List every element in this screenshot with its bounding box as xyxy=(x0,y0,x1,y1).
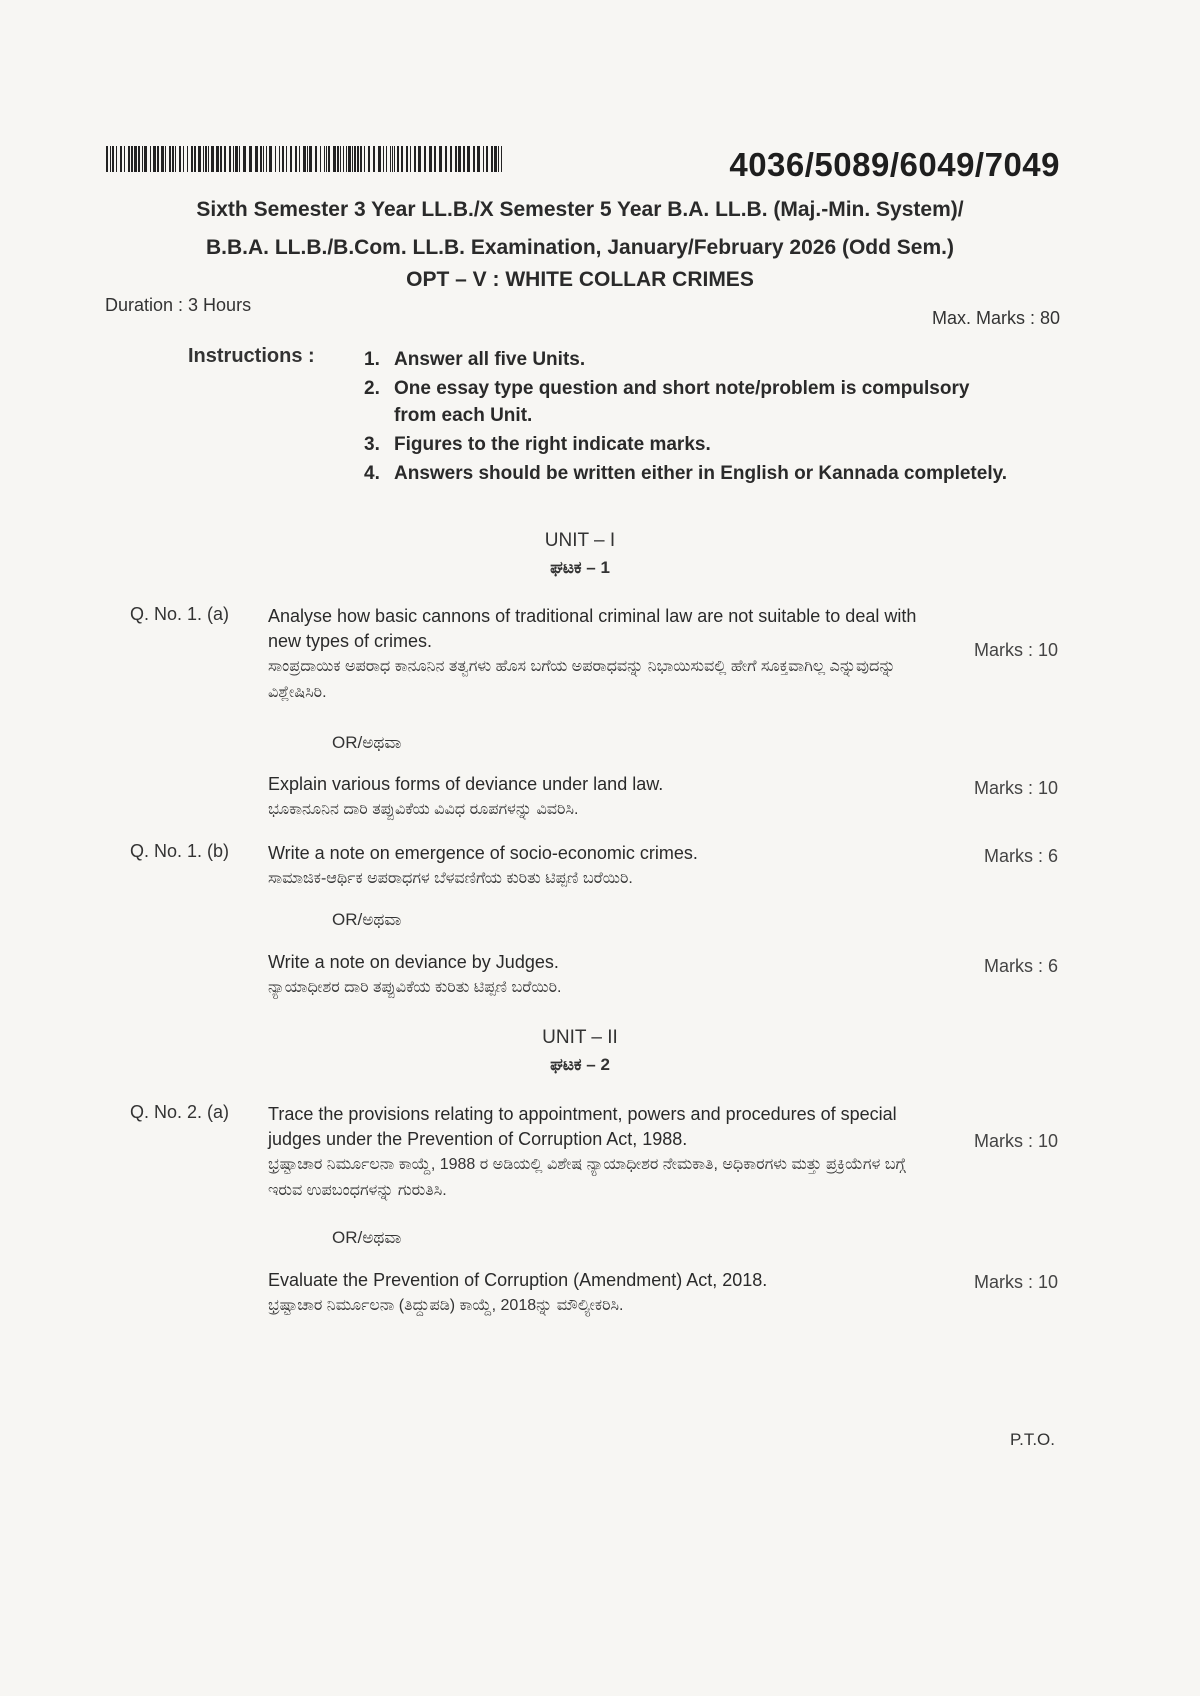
barcode-bar xyxy=(249,146,252,172)
question-1b-english: Write a note on emergence of socio-economic crimes. xyxy=(268,843,698,863)
barcode-bar xyxy=(486,146,488,172)
barcode-bar xyxy=(303,146,306,172)
barcode-bar xyxy=(142,146,143,172)
marks-1a-alt: Marks : 10 xyxy=(973,778,1058,798)
barcode-bar xyxy=(326,146,327,172)
barcode-bar xyxy=(179,146,181,172)
barcode-bar xyxy=(483,146,484,172)
barcode-bar xyxy=(328,146,330,172)
barcode-bar xyxy=(239,146,240,172)
barcode-bar xyxy=(320,146,321,172)
barcode-bar xyxy=(348,146,351,172)
page-turn-over: P.T.O. xyxy=(1009,1430,1055,1449)
barcode-bar xyxy=(220,146,222,172)
unit-2-title: UNIT – II xyxy=(542,1027,618,1048)
barcode-bar xyxy=(194,146,196,172)
barcode-bar xyxy=(243,146,246,172)
barcode-bar xyxy=(128,146,130,172)
barcode-bar xyxy=(187,146,188,172)
unit-1-title-kannada: ಘಟಕ – 1 xyxy=(550,558,610,577)
question-2a-alt xyxy=(268,1268,928,1319)
question-1b xyxy=(268,841,928,892)
marks-2a-alt: Marks : 10 xyxy=(973,1272,1058,1292)
barcode-bar xyxy=(229,146,231,172)
barcode-bar xyxy=(153,146,156,172)
question-2a xyxy=(268,1102,928,1204)
barcode-bar xyxy=(406,146,408,172)
barcode-bar xyxy=(263,146,264,172)
barcode-bar xyxy=(458,146,461,172)
barcode-bar xyxy=(383,146,384,172)
barcode-bar xyxy=(467,146,470,172)
barcode-bar xyxy=(429,146,432,172)
barcode-bar xyxy=(282,146,284,172)
question-1a xyxy=(268,604,928,706)
barcode-bar xyxy=(161,146,164,172)
barcode-bar xyxy=(110,146,111,172)
barcode-bar xyxy=(279,146,280,172)
barcode-bar xyxy=(299,146,300,172)
question-label-1b: Q. No. 1. (b) xyxy=(130,841,230,861)
barcode-bar xyxy=(275,146,276,172)
question-2a-alt-english: Evaluate the Prevention of Corruption (Amendment) Act, 2018. xyxy=(268,1270,768,1290)
barcode-bar xyxy=(501,146,502,172)
subject-title: OPT – V : WHITE COLLAR CRIMES xyxy=(406,268,754,291)
barcode-bar xyxy=(198,146,201,172)
barcode-bar xyxy=(434,146,436,172)
barcode-bar xyxy=(138,146,140,172)
marks-2a: Marks : 10 xyxy=(973,1131,1058,1151)
instruction-item: 4. Answers should be written either in English or Kannada completely. xyxy=(364,463,1008,484)
barcode-bar xyxy=(112,146,114,172)
marks-1b: Marks : 6 xyxy=(983,846,1058,866)
barcode-bar xyxy=(266,146,267,172)
question-1b-alt xyxy=(268,950,928,1001)
barcode-bar xyxy=(183,146,184,172)
barcode-bar xyxy=(337,146,339,172)
instruction-item: 2. One essay type question and short note/problem is compulsory from each Unit. xyxy=(364,378,970,426)
barcode-bar xyxy=(208,146,209,172)
barcode-bar xyxy=(269,146,272,172)
barcode-bar xyxy=(120,146,122,172)
barcode-bar xyxy=(373,146,375,172)
barcode-bar xyxy=(343,146,344,172)
barcode-bar xyxy=(498,146,499,172)
question-2a-alt-kannada: ಭ್ರಷ್ಟಾಚಾರ ನಿರ್ಮೂಲನಾ (ತಿದ್ದುಪಡಿ) ಕಾಯ್ದೆ, 2018ನ್ನು ಮೌಲ್ಯೀಕರಿಸಿ. xyxy=(268,1297,624,1314)
barcode-bar xyxy=(205,146,207,172)
barcode-bar xyxy=(165,146,166,172)
barcode-bar xyxy=(455,146,457,172)
or-separator: OR/ಅಥವಾ xyxy=(332,910,402,929)
barcode-bar xyxy=(255,146,258,172)
barcode-bar xyxy=(352,146,353,172)
barcode-bar xyxy=(315,146,317,172)
question-2a-kannada: ಭ್ರಷ್ಟಾಚಾರ ನಿರ್ಮೂಲನಾ ಕಾಯ್ದೆ, 1988 ರ ಅಡಿಯಲ್ಲಿ ವಿಶೇಷ ನ್ಯಾಯಾಧೀಶರ ನೇಮಕಾತಿ, ಅಧಿಕಾರಗಳು ಮತ್ತು ಪ್ರಕ್ರಿಯೆಗಳ ಬಗ್ಗೆ ಇರುವ ಉಪಬಂಧಗಳನ್ನು ಗುರುತಿಸಿ. xyxy=(268,1156,906,1199)
barcode-bar xyxy=(134,146,137,172)
unit-2-title-kannada: ಘಟಕ – 2 xyxy=(550,1055,610,1074)
barcode-bar xyxy=(235,146,238,172)
barcode-bar xyxy=(124,146,125,172)
barcode-bar xyxy=(360,146,362,172)
barcode-bar xyxy=(439,146,442,172)
barcode-bar xyxy=(116,146,117,172)
exam-title-line1: Sixth Semester 3 Year LL.B./X Semester 5 Year B.A. LL.B. (Maj.-Min. System)/ xyxy=(196,198,964,221)
barcode-bar xyxy=(169,146,171,172)
question-1a-english: Analyse how basic cannons of traditional criminal law are not suitable to deal with new types of crimes. xyxy=(268,606,917,651)
barcode-bar xyxy=(295,146,297,172)
question-1a-kannada: ಸಾಂಪ್ರದಾಯಿಕ ಅಪರಾಧ ಕಾನೂನಿನ ತತ್ವಗಳು ಹೊಸ ಬಗೆಯ ಅಪರಾಧವನ್ನು ನಿಭಾಯಿಸುವಲ್ಲಿ ಹೇಗೆ ಸೂಕ್ತವಾಗಿಲ್ಲ ಎನ್ನುವುದನ್ನು ವಿಶ್ಲೇಷಿಸಿರಿ. xyxy=(268,658,896,701)
barcode-bar xyxy=(394,146,395,172)
barcode-bar xyxy=(216,146,219,172)
paper-code: 4036/5089/6049/7049 xyxy=(729,146,1060,183)
instruction-item: 3. Figures to the right indicate marks. xyxy=(364,434,711,455)
question-1b-kannada: ಸಾಮಾಜಿಕ-ಆರ್ಥಿಕ ಅಪರಾಧಗಳ ಬೆಳವಣಿಗೆಯ ಕುರಿತು ಟಿಪ್ಪಣಿ ಬರೆಯಿರಿ. xyxy=(268,870,633,887)
barcode-bar xyxy=(390,146,391,172)
instructions-label: Instructions : xyxy=(188,345,315,367)
marks-1b-alt: Marks : 6 xyxy=(983,956,1058,976)
instruction-item: 1. Answer all five Units. xyxy=(364,349,586,370)
barcode-bar xyxy=(191,146,193,172)
barcode-bar xyxy=(491,146,493,172)
question-1b-alt-english: Write a note on deviance by Judges. xyxy=(268,952,559,972)
barcode-bar xyxy=(175,146,176,172)
instructions-list xyxy=(364,346,1014,489)
barcode-bar xyxy=(378,146,381,172)
question-2a-english: Trace the provisions relating to appointment, powers and procedures of special judges under the Prevention of Corruption Act, 1988. xyxy=(268,1104,897,1149)
barcode-bar xyxy=(473,146,475,172)
barcode-bar xyxy=(233,146,234,172)
barcode-bar xyxy=(131,146,133,172)
barcode-bar xyxy=(346,146,347,172)
barcode-bar xyxy=(392,146,393,172)
barcode-bar xyxy=(463,146,465,172)
barcode xyxy=(106,146,502,172)
barcode-bar xyxy=(290,146,292,172)
barcode-bar xyxy=(364,146,365,172)
barcode-bar xyxy=(401,146,403,172)
barcode-bar xyxy=(386,146,387,172)
barcode-bar xyxy=(224,146,226,172)
barcode-bar xyxy=(477,146,480,172)
barcode-bar xyxy=(424,146,426,172)
barcode-bar xyxy=(494,146,497,172)
barcode-bar xyxy=(307,146,308,172)
barcode-bar xyxy=(418,146,421,172)
unit-1-title: UNIT – I xyxy=(544,530,616,551)
barcode-bar xyxy=(354,146,356,172)
or-separator: OR/ಅಥವಾ xyxy=(332,733,402,752)
question-label-1a: Q. No. 1. (a) xyxy=(130,604,230,624)
question-1a-alt-english: Explain various forms of deviance under land law. xyxy=(268,774,664,794)
barcode-bar xyxy=(172,146,174,172)
barcode-bar xyxy=(397,146,399,172)
barcode-bar xyxy=(106,146,108,172)
duration: Duration : 3 Hours xyxy=(105,295,252,315)
barcode-bar xyxy=(286,146,287,172)
barcode-bar xyxy=(203,146,204,172)
barcode-bar xyxy=(357,146,359,172)
barcode-bar xyxy=(340,146,341,172)
or-separator: OR/ಅಥವಾ xyxy=(332,1228,402,1247)
question-1a-alt xyxy=(268,772,928,823)
barcode-bar xyxy=(260,146,262,172)
max-marks: Max. Marks : 80 xyxy=(931,308,1060,328)
question-1b-alt-kannada: ನ್ಯಾಯಾಧೀಶರ ದಾರಿ ತಪ್ಪುವಿಕೆಯ ಕುರಿತು ಟಿಪ್ಪಣಿ ಬರೆಯಿರಿ. xyxy=(268,979,562,996)
barcode-bar xyxy=(414,146,416,172)
barcode-bar xyxy=(368,146,370,172)
barcode-bar xyxy=(157,146,159,172)
barcode-bar xyxy=(445,146,447,172)
exam-title-line2: B.B.A. LL.B./B.Com. LL.B. Examination, January/February 2026 (Odd Sem.) xyxy=(206,236,954,259)
barcode-bar xyxy=(309,146,312,172)
barcode-bar xyxy=(150,146,151,172)
question-label-2a: Q. No. 2. (a) xyxy=(130,1102,230,1122)
marks-1a: Marks : 10 xyxy=(973,640,1058,660)
barcode-bar xyxy=(144,146,147,172)
barcode-bar xyxy=(324,146,325,172)
question-1a-alt-kannada: ಭೂಕಾನೂನಿನ ದಾರಿ ತಪ್ಪುವಿಕೆಯ ವಿವಿಧ ರೂಪಗಳನ್ನು ವಿವರಿಸಿ. xyxy=(268,801,579,818)
barcode-bar xyxy=(211,146,214,172)
barcode-bar xyxy=(450,146,452,172)
barcode-bar xyxy=(410,146,411,172)
barcode-bar xyxy=(333,146,336,172)
